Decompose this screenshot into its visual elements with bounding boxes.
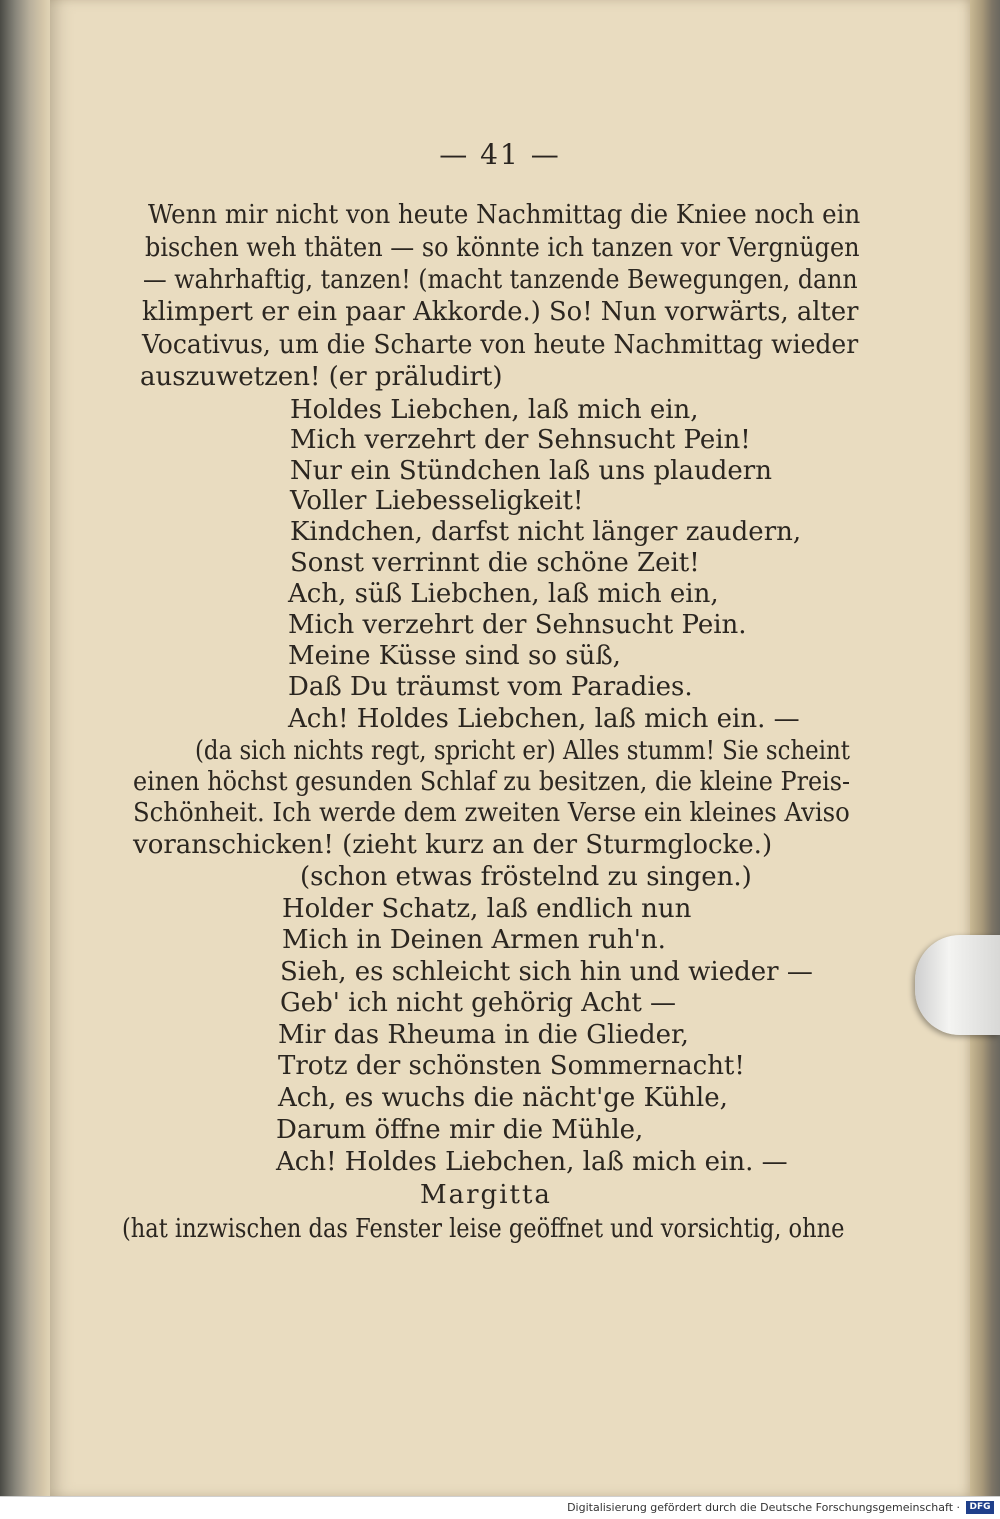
footer-bar: [0, 1496, 1000, 1519]
text-line: Schönheit. Ich werde dem zweiten Verse ein kleines Aviso: [133, 798, 850, 828]
footer-credit: Digitalisierung gefördert durch die Deutsche Forschungsgemeinschaft ·: [567, 1501, 960, 1514]
verse-line: Ach! Holdes Liebchen, laß mich ein. —: [288, 704, 800, 734]
page-number: — 41 —: [439, 138, 561, 171]
verse-line: Sonst verrinnt die schöne Zeit!: [290, 548, 700, 578]
text-line: voranschicken! (zieht kurz an der Sturmglocke.): [133, 830, 773, 860]
verse-line: Ach, süß Liebchen, laß mich ein,: [288, 579, 719, 609]
verse-line: Mir das Rheuma in die Glieder,: [278, 1020, 689, 1050]
stage-direction: (schon etwas fröstelnd zu singen.): [300, 862, 752, 892]
dfg-logo-icon: DFG: [966, 1501, 994, 1514]
verse-line: Voller Liebesseligkeit!: [290, 486, 584, 516]
verse-line: Geb' ich nicht gehörig Acht —: [280, 988, 677, 1018]
speaker-name: Margitta: [420, 1180, 552, 1210]
text-line: auszuwetzen! (er präludirt): [140, 362, 503, 392]
page-clip: [915, 935, 1000, 1035]
verse-line: Nur ein Stündchen laß uns plaudern: [290, 456, 772, 486]
text-line: (da sich nichts regt, spricht er) Alles stumm! Sie scheint: [195, 736, 850, 766]
verse-line: Ach, es wuchs die nächt'ge Kühle,: [278, 1083, 728, 1113]
text-line: Vocativus, um die Scharte von heute Nachmittag wieder: [142, 330, 859, 360]
verse-line: Mich verzehrt der Sehnsucht Pein!: [290, 425, 751, 455]
verse-line: Daß Du träumst vom Paradies.: [288, 672, 693, 702]
verse-line: Ach! Holdes Liebchen, laß mich ein. —: [276, 1147, 788, 1177]
verse-line: Holdes Liebchen, laß mich ein,: [290, 395, 699, 425]
book-binding: [0, 0, 50, 1496]
verse-line: Holder Schatz, laß endlich nun: [282, 894, 692, 924]
verse-line: Darum öffne mir die Mühle,: [276, 1115, 644, 1145]
verse-line: Sieh, es schleicht sich hin und wieder —: [280, 957, 813, 987]
text-line: einen höchst gesunden Schlaf zu besitzen, die kleine Preis-: [133, 767, 851, 797]
text-line: (hat inzwischen das Fenster leise geöffnet und vorsichtig, ohne: [122, 1214, 845, 1244]
text-line: Wenn mir nicht von heute Nachmittag die Kniee noch ein: [148, 200, 861, 230]
text-line: — wahrhaftig, tanzen! (macht tanzende Bewegungen, dann: [143, 265, 858, 295]
verse-line: Mich verzehrt der Sehnsucht Pein.: [288, 610, 747, 640]
text-line: bischen weh thäten — so könnte ich tanzen vor Vergnügen: [145, 233, 860, 263]
verse-line: Trotz der schönsten Sommernacht!: [278, 1051, 745, 1081]
text-line: klimpert er ein paar Akkorde.) So! Nun vorwärts, alter: [142, 297, 859, 327]
verse-line: Meine Küsse sind so süß,: [288, 641, 621, 671]
verse-line: Kindchen, darfst nicht länger zaudern,: [290, 517, 802, 547]
page-edge: [970, 0, 1000, 1496]
verse-line: Mich in Deinen Armen ruh'n.: [282, 925, 666, 955]
